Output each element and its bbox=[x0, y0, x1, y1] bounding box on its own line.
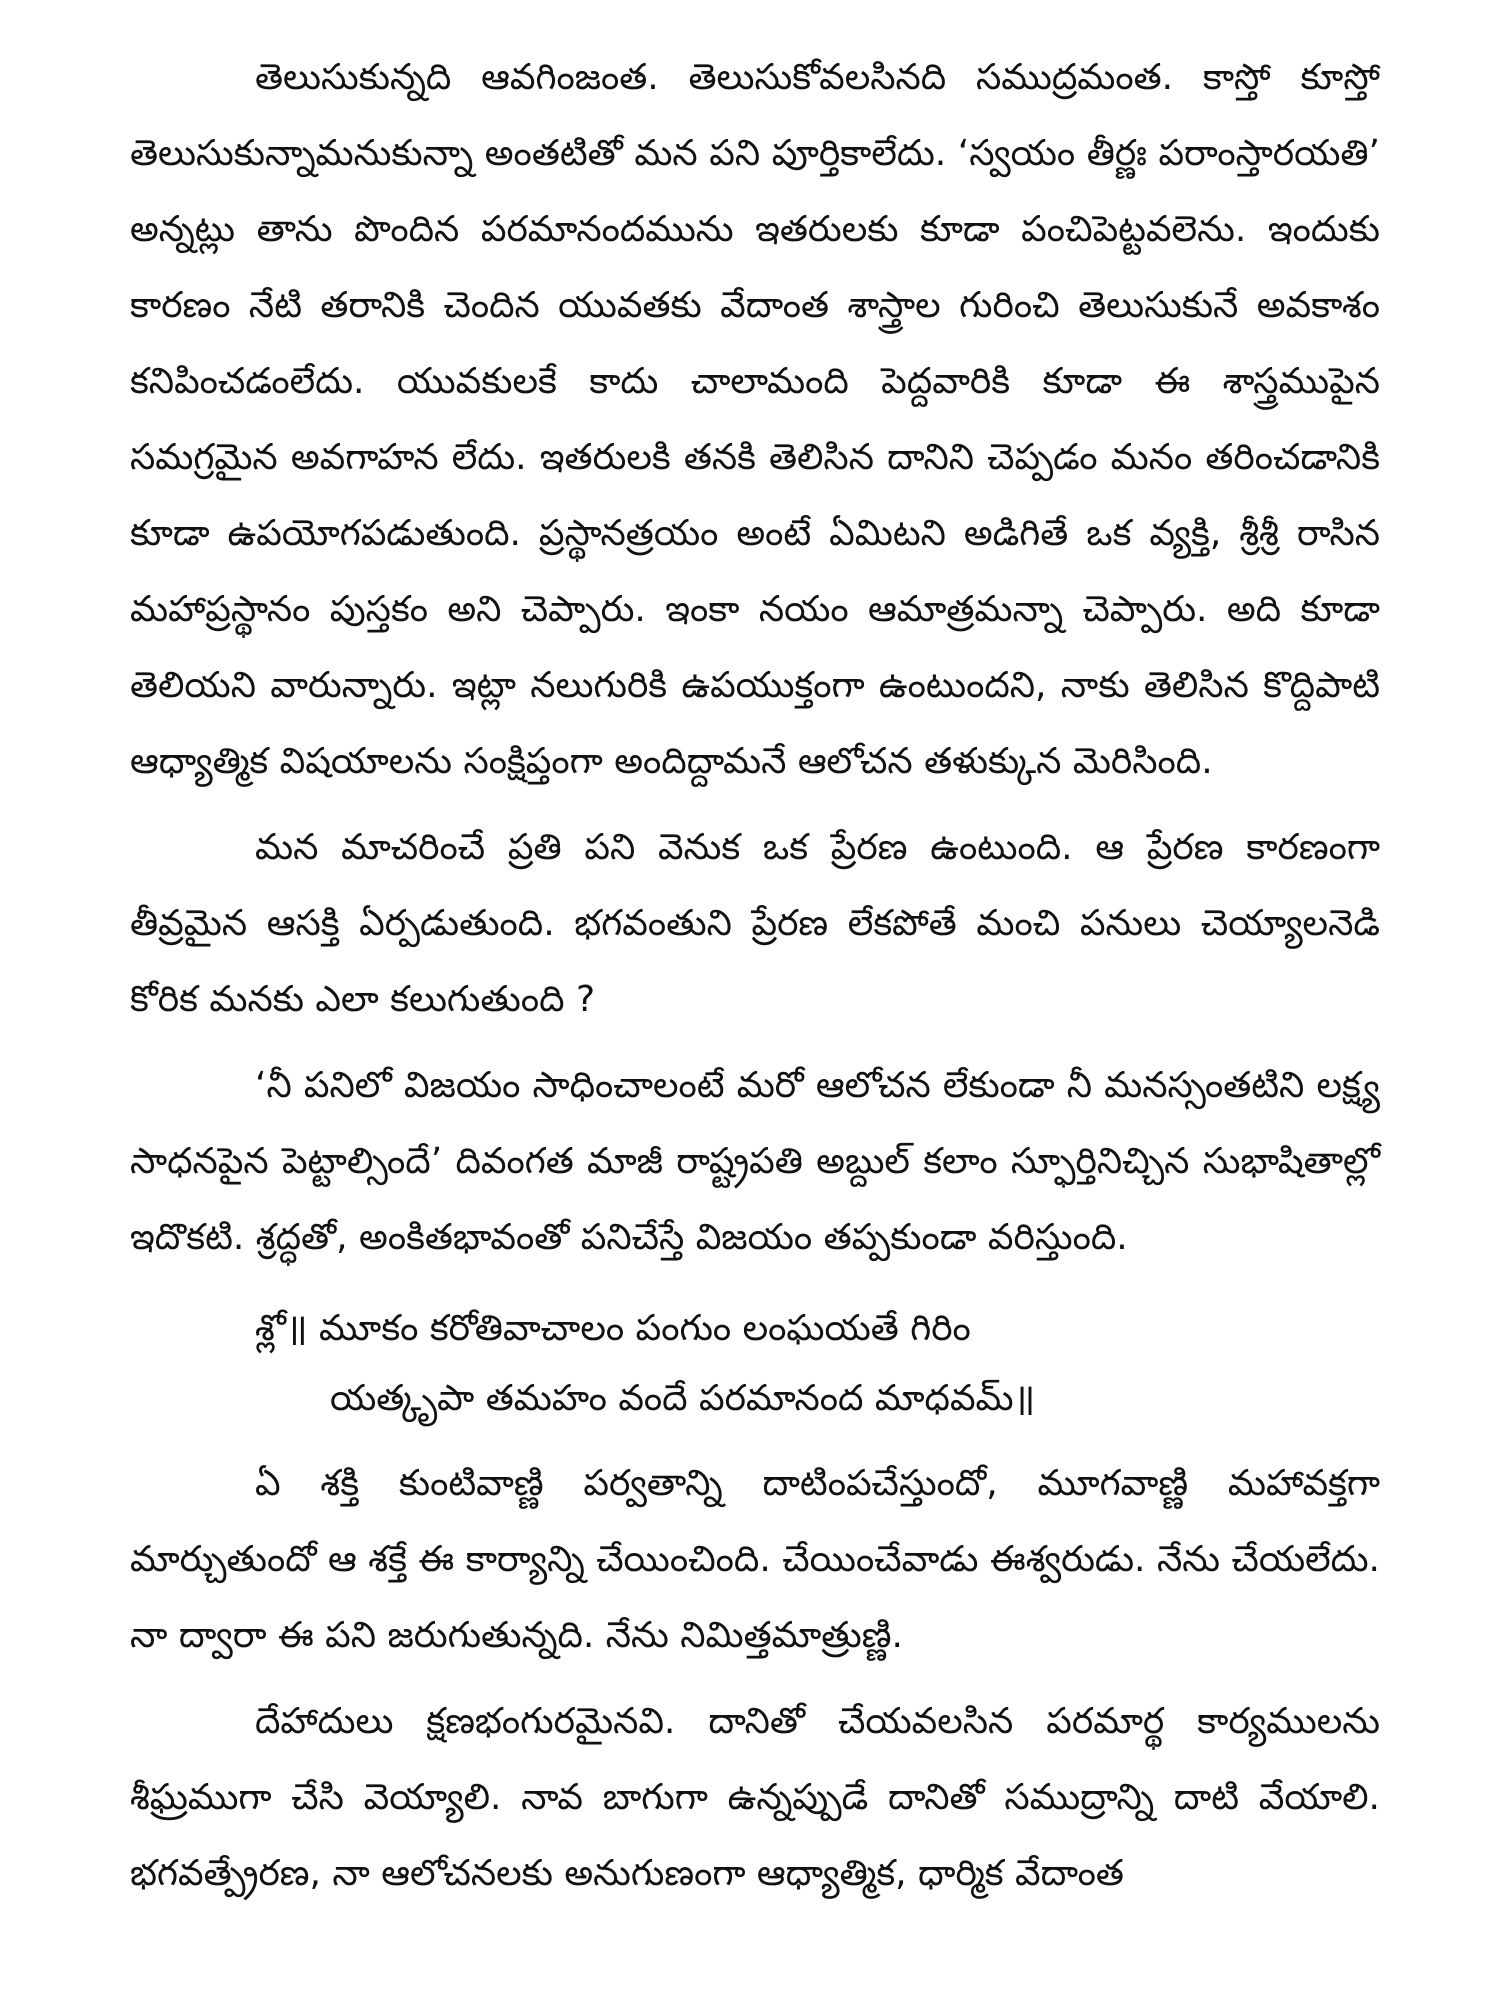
sloka-verse bbox=[130, 1294, 1380, 1434]
paragraph-3: ‘నీ పనిలో విజయం సాధించాలంటే మరో ఆలోచన లేకుండా నీ మనస్సంతటిని లక్ష్య సాధనపైన పెట్టాల్సిందే’ దివంగత మాజీ రాష్ట్రపతి అబ్దుల్ కలాం స్ఫూర్తినిచ్చిన సుభాషితాల్లో ఇదొకటి. శ్రద్ధతో, అంకితభావంతో పనిచేస్తే విజయం తప్పకుండా వరిస్తుంది. bbox=[130, 1065, 1380, 1258]
paragraph-4: ఏ శక్తి కుంటివాణ్ణి పర్వతాన్ని దాటింపచేస్తుందో, మూగవాణ్ణి మహావక్తగా మార్చుతుందో ఆ శక్తే ఈ కార్యాన్ని చేయించింది. చేయించేవాడు ఈశ్వరుడు. నేను చేయలేదు. నా ద్వారా ఈ పని జరుగుతున్నది. నేను నిమిత్తమాత్రుణ్ణి. bbox=[130, 1463, 1380, 1656]
sloka-line-1: శ్లో॥ మూకం కరోతివాచాలం పంగుం లంఘయతే గిరిం bbox=[255, 1308, 971, 1349]
paragraph-2: మన మాచరించే ప్రతి పని వెనుక ఒక ప్రేరణ ఉంటుంది. ఆ ప్రేరణ కారణంగా తీవ్రమైన ఆసక్తి ఏర్పడుతుంది. భగవంతుని ప్రేరణ లేకపోతే మంచి పనులు చెయ్యాలనెడి కోరిక మనకు ఎలా కలుగుతుంది ? bbox=[130, 827, 1380, 1020]
paragraph-1: తెలుసుకున్నది ఆవగింజంత. తెలుసుకోవలసినది సముద్రమంత. కాస్తో కూస్తో తెలుసుకున్నామనుకున్నా అంతటితో మన పని పూర్తికాలేదు. ‘స్వయం తీర్ణః పరాంస్తారయతి’ అన్నట్లు తాను పొందిన పరమానందమును ఇతరులకు కూడా పంచిపెట్టవలెను. ఇందుకు కారణం నేటి తరానికి చెందిన యువతకు వేదాంత శాస్త్రాల గురించి తెలుసుకునే అవకాశం కనిపించడంలేదు. యువకులకే కాదు చాలామంది పెద్దవారికి కూడా ఈ శాస్త్రముపైన సమగ్రమైన అవగాహన లేదు. ఇతరులకి తనకి తెలిసిన దానిని చెప్పడం మనం తరించడానికి కూడా ఉపయోగపడుతుంది. ప్రస్థానత్రయం అంటే ఏమిటని అడిగితే ఒక వ్యక్తి, శ్రీశ్రీ రాసిన మహాప్రస్థానం పుస్తకం అని చెప్పారు. ఇంకా నయం ఆమాత్రమన్నా చెప్పారు. అది కూడా తెలియని వారున్నారు. ఇట్లా నలుగురికి ఉపయుక్తంగా ఉంటుందని, నాకు తెలిసిన కొద్దిపాటి ఆధ్యాత్మిక విషయాలను సంక్షిప్తంగా అందిద్దామనే ఆలోచన తళుక్కున మెరిసింది. bbox=[130, 57, 1380, 782]
sloka-line-2: యత్కృపా తమహం వందే పరమానంద మాధవమ్॥ bbox=[330, 1378, 1036, 1419]
paragraph-5: దేహాదులు క్షణభంగురమైనవి. దానితో చేయవలసిన పరమార్థ కార్యములను శీఘ్రముగా చేసి వెయ్యాలి. నావ బాగుగా ఉన్నప్పుడే దానితో సముద్రాన్ని దాటి వేయాలి. భగవత్ప్రేరణ, నా ఆలోచనలకు అనుగుణంగా ఆధ్యాత్మిక, ధార్మిక వేదాంత bbox=[130, 1701, 1380, 1894]
